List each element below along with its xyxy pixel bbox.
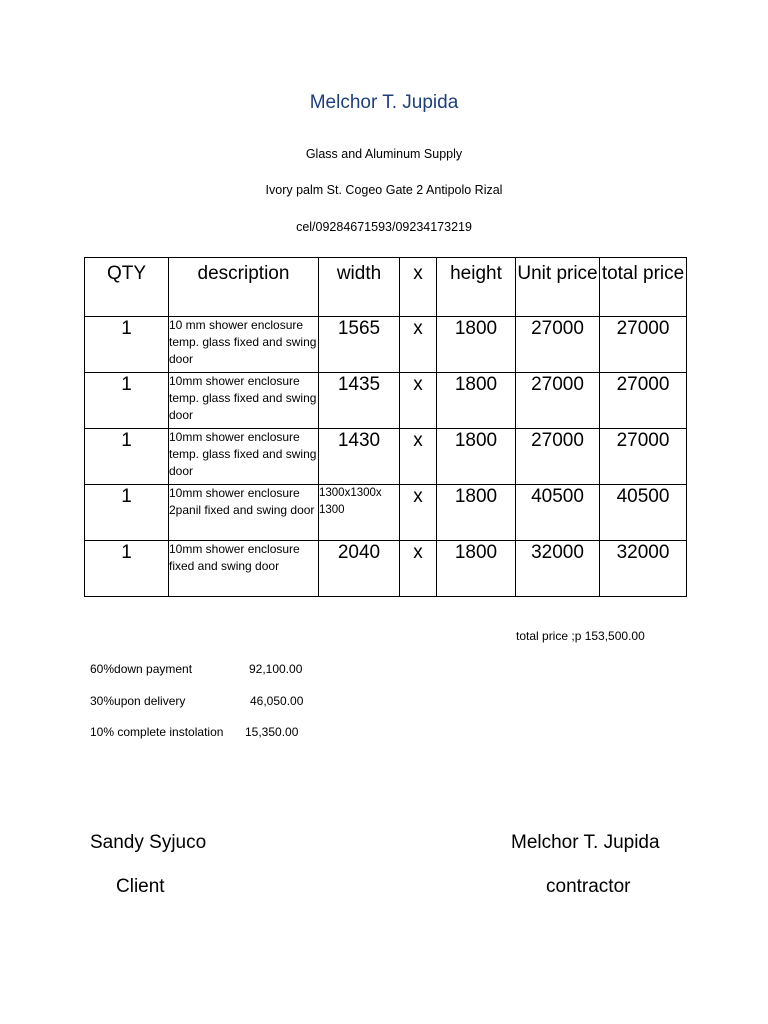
cell-total-price: 40500	[600, 485, 687, 541]
cell-height: 1800	[437, 485, 516, 541]
table-row	[85, 429, 687, 485]
header-qty: QTY	[85, 258, 169, 317]
client-role: Client	[116, 876, 165, 897]
cell-x: x	[400, 541, 437, 597]
payment-label: 60%down payment	[90, 662, 193, 676]
cell-width: 2040	[319, 541, 400, 597]
table-header-row	[85, 258, 687, 317]
cell-unit-price: 32000	[516, 541, 600, 597]
contractor-role: contractor	[546, 876, 631, 897]
header-unit-price: Unit price	[516, 258, 600, 317]
page-title: Melchor T. Jupida	[309, 92, 459, 113]
cell-unit-price: 40500	[516, 485, 600, 541]
cell-description: 10mm shower enclosure temp. glass fixed and swing door	[169, 429, 319, 485]
cell-unit-price: 27000	[516, 429, 600, 485]
payment-amount: 15,350.00	[245, 725, 299, 739]
company-address: Ivory palm St. Cogeo Gate 2 Antipolo Rizal	[265, 183, 503, 197]
total-price: total price ;p 153,500.00	[516, 629, 645, 643]
contact-number: cel/09284671593/09234173219	[296, 220, 472, 234]
cell-total-price: 27000	[600, 317, 687, 373]
header-total-price: total price	[600, 258, 687, 317]
cell-qty: 1	[85, 541, 169, 597]
payment-amount: 46,050.00	[250, 694, 304, 708]
company-name: Glass and Aluminum Supply	[305, 147, 463, 161]
cell-height: 1800	[437, 429, 516, 485]
cell-description: 10 mm shower enclosure temp. glass fixed and swing door	[169, 317, 319, 373]
payment-row	[90, 694, 304, 708]
payment-label: 10% complete instolation	[90, 725, 224, 739]
cell-width: 1300x1300x 1300	[319, 485, 400, 541]
table-row	[85, 373, 687, 429]
cell-x: x	[400, 485, 437, 541]
cell-x: x	[400, 373, 437, 429]
cell-height: 1800	[437, 541, 516, 597]
cell-description: 10mm shower enclosure fixed and swing door	[169, 541, 319, 597]
header-width: width	[319, 258, 400, 317]
table-row	[85, 541, 687, 597]
cell-total-price: 27000	[600, 429, 687, 485]
client-name: Sandy Syjuco	[90, 832, 207, 853]
cell-total-price: 32000	[600, 541, 687, 597]
cell-width: 1565	[319, 317, 400, 373]
cell-height: 1800	[437, 317, 516, 373]
cell-x: x	[400, 317, 437, 373]
cell-qty: 1	[85, 317, 169, 373]
table-row	[85, 485, 687, 541]
cell-unit-price: 27000	[516, 317, 600, 373]
cell-width: 1435	[319, 373, 400, 429]
header-height: height	[437, 258, 516, 317]
cell-description: 10mm shower enclosure temp. glass fixed and swing door	[169, 373, 319, 429]
header-x: x	[400, 258, 437, 317]
contractor-name: Melchor T. Jupida	[511, 832, 660, 853]
cell-description: 10mm shower enclosure 2panil fixed and swing door	[169, 485, 319, 541]
payment-amount: 92,100.00	[249, 662, 303, 676]
header-description: description	[169, 258, 319, 317]
cell-width: 1430	[319, 429, 400, 485]
cell-qty: 1	[85, 373, 169, 429]
payment-row	[90, 662, 303, 676]
cell-qty: 1	[85, 485, 169, 541]
payment-label: 30%upon delivery	[90, 694, 186, 708]
quotation-table	[84, 257, 687, 597]
cell-total-price: 27000	[600, 373, 687, 429]
cell-unit-price: 27000	[516, 373, 600, 429]
table-row	[85, 317, 687, 373]
cell-height: 1800	[437, 373, 516, 429]
payment-row	[90, 725, 299, 739]
cell-x: x	[400, 429, 437, 485]
cell-qty: 1	[85, 429, 169, 485]
